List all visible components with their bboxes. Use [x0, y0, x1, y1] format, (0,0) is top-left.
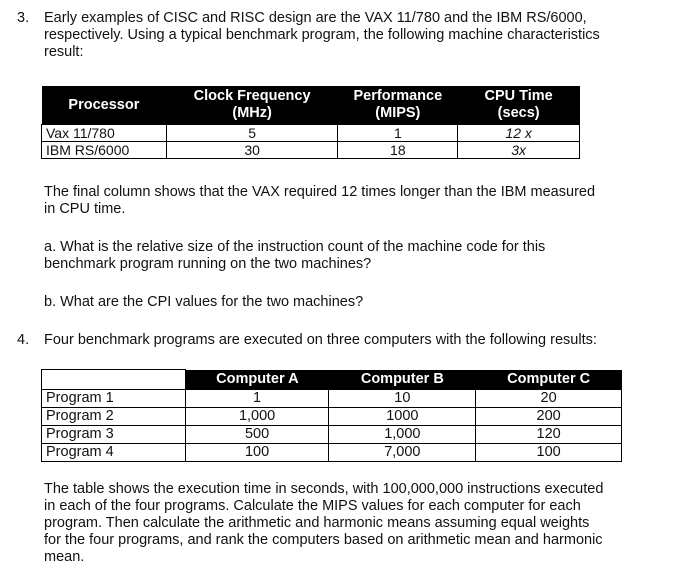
q4-closing [44, 481, 674, 566]
cell-computer-c: 20 [476, 389, 622, 407]
cell-computer-c: 200 [476, 407, 622, 425]
q3-followup-line: in CPU time. [44, 201, 126, 217]
q4-closing-line: program. Then calculate the arithmetic and harmonic means assuming equal weights [44, 515, 590, 531]
table-row [42, 125, 580, 142]
q3-part-a-line: a. What is the relative size of the instruction count of the machine code for this [44, 239, 546, 255]
cell-computer-a: 500 [185, 425, 329, 443]
table-row [42, 389, 622, 407]
benchmark-results-table [41, 369, 622, 462]
cell-computer-b: 1,000 [329, 425, 476, 443]
cell-program: Program 1 [42, 389, 186, 407]
cell-mips: 1 [338, 125, 458, 142]
cell-computer-b: 1000 [329, 407, 476, 425]
q3-text-line: result: [44, 44, 84, 60]
cell-computer-a: 100 [185, 443, 329, 461]
q4-closing-line: for the four programs, and rank the computers based on arithmetic mean and harmonic [44, 532, 603, 548]
q3-text-line: respectively. Using a typical benchmark program, the following machine characteristics [44, 27, 600, 43]
cell-computer-c: 120 [476, 425, 622, 443]
header-processor: Processor [42, 86, 167, 125]
cell-cpu-time: 12 x [458, 125, 580, 142]
cell-program: Program 2 [42, 407, 186, 425]
q3-part-a-line: benchmark program running on the two machines? [44, 256, 372, 272]
cell-program: Program 4 [42, 443, 186, 461]
q3-text-line: Early examples of CISC and RISC design are the VAX 11/780 and the IBM RS/6000, [44, 10, 587, 26]
cell-program: Program 3 [42, 425, 186, 443]
q4-closing-line: mean. [44, 549, 85, 565]
cell-computer-b: 10 [329, 389, 476, 407]
cell-computer-c: 100 [476, 443, 622, 461]
q3-part-b: b. What are the CPI values for the two machines? [44, 294, 364, 310]
table-row [42, 142, 580, 159]
cell-clock: 30 [166, 142, 338, 159]
cell-computer-a: 1,000 [185, 407, 329, 425]
cell-clock: 5 [166, 125, 338, 142]
cell-cpu-time: 3x [458, 142, 580, 159]
header-computer-a: Computer A [185, 370, 329, 390]
q4-text: Four benchmark programs are executed on three computers with the following results: [44, 332, 597, 348]
cell-mips: 18 [338, 142, 458, 159]
q3-text [44, 10, 674, 61]
q3-part-a [44, 239, 674, 273]
machine-characteristics-table [41, 86, 580, 159]
table-header-row [42, 86, 580, 125]
header-computer-c: Computer C [476, 370, 622, 390]
q4-number: 4. [17, 332, 30, 348]
header-cpu-time: CPU Time (secs) [458, 86, 580, 125]
cell-processor: IBM RS/6000 [42, 142, 167, 159]
q3-followup-line: The final column shows that the VAX required 12 times longer than the IBM measured [44, 184, 596, 200]
table-row [42, 443, 622, 461]
header-blank [42, 370, 186, 390]
table-header-row [42, 370, 622, 390]
q4-closing-line: The table shows the execution time in seconds, with 100,000,000 instructions executed [44, 481, 604, 497]
header-performance: Performance (MIPS) [338, 86, 458, 125]
q3-followup [44, 184, 674, 218]
table-row [42, 425, 622, 443]
header-clock-frequency: Clock Frequency (MHz) [166, 86, 338, 125]
q4-closing-line: in each of the four programs. Calculate the MIPS values for each computer for each [44, 498, 581, 514]
cell-computer-b: 7,000 [329, 443, 476, 461]
header-computer-b: Computer B [329, 370, 476, 390]
cell-computer-a: 1 [185, 389, 329, 407]
cell-processor: Vax 11/780 [42, 125, 167, 142]
table-row [42, 407, 622, 425]
q3-number: 3. [17, 10, 30, 26]
